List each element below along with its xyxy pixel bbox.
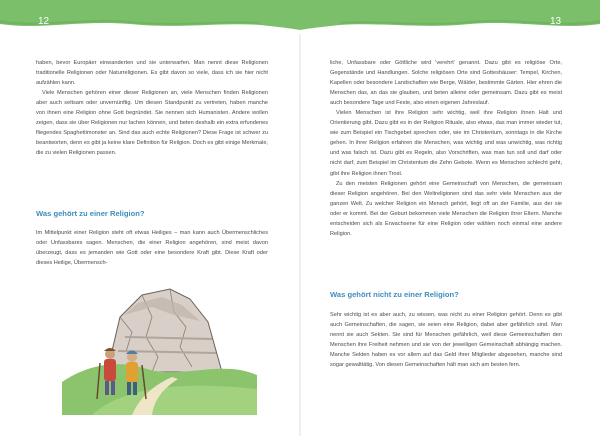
right-paragraph-3: Zu den meisten Religionen gehört eine Gemeinschaft von Menschen, die gemeinsam dieser Religion angehören. Bei den Weltreligionen sind das sehr viele Menschen aus der ganzen Welt. Zu welcher Religion ein Mensch gehört, liegt oft an der Familie, aus der sie oder er kommt. Bei der Geburt bekommen viele Menschen die Religion ihrer Eltern. Manche entscheiden sich als Erwachsene für eine Religion oder wählen noch einmal eine andere Religion.: [330, 180, 562, 237]
page-number-left: 12: [38, 16, 50, 27]
left-paragraph-2: Viele Menschen gehören einer dieser Religionen an, viele Menschen finden Religionen aber auch seltsam oder unvernünftig. Um diesen Standpunkt zu vertreten, haben manche von ihnen eine Religion ohne Gott begründet. Sie nennen sich Humanisten. Andere wollen zeigen, dass sie über Religionen nur lachen können, und beten deshalb ein extra erfundenes fliegendes Spaghettimonster an. Sind das auch echte Religionen? Diese Frage ist schwer zu beantworten, denn es gibt ja keine klare Definition für Religion. Doch es gibt einige Merkmale, die zu vielen Religionen passen.: [36, 90, 268, 157]
left-paragraph-1: haben, bevor Europäer einwanderten und sie unterwarfen. Man nennt diese Religionen traditionelle Religionen oder Naturreligionen. Es gibt davon so viele, dass ich sie hier nicht aufzählen kann.: [36, 60, 268, 87]
left-page-text-2: [36, 228, 268, 268]
pilgrims-at-mountain-illustration: [62, 277, 257, 415]
right-page-text: [330, 58, 562, 239]
mountain-illustration-icon: [62, 277, 257, 415]
right-page-text-2: [330, 310, 562, 370]
wave-header-graphic: [0, 0, 600, 34]
right-paragraph-1: liche, Unfassbare oder Göttliche wird 'verehrt' genannt. Dazu gibt es religiöse Orte, Gegenstände und Handlungen. Solche religiösen Orte sind Gotteshäuser: Tempel, Kirchen, Kapellen oder besondere Landschaften wie Berge, Wälder, bestimmte Gärten. Hier ehren die Menschen das, an das sie glauben, und beten alleine oder gemeinsam. Dazu gibt es meist auch besondere Tage und Feste, also einen eigenen Jahreslauf.: [330, 60, 562, 107]
right-paragraph-2: Vielen Menschen ist ihre Religion sehr wichtig, weil ihre Religion ihnen Halt und Orientierung gibt. Dazu gibt es in der Religion Rituale, also etwas, das man immer wieder tut, wie zum Beispiel ein Tischgebet sprechen oder, wie im Christentum, sonntags in die Kirche gehen. In ihrer Religion erfahren die Menschen, was wichtig und was unwichtig, was richtig und was falsch ist. Dazu gibt es Regeln, also Vorschriften, was man tun soll und darf oder nicht darf, zum Beispiel im Christentum die Zehn Gebote. Wenn es Menschen schlecht geht, gibt ihre Religion ihnen Trost.: [330, 110, 562, 177]
book-spine: [299, 34, 301, 436]
right-paragraph-4: Sehr wichtig ist es aber auch, zu wissen, was nicht zu einer Religion gehört. Denn es gibt auch Gemeinschaften, die sagen, sie seien eine Religion, dabei aber gefährlich sind. Man nennt sie auch Sekten. Sie sind für Menschen gefährlich, weil diese Gemeinschaften den Menschen ihre Freiheit nehmen und sie von der jeweiligen Gemeinschaft abhängig machen. Manche Sekten haben es vor allem auf das Geld ihrer Mitglieder abgesehen, manche sind sogar gewalttätig. Von diesen Gemeinschaften hält man sich am besten fern.: [330, 312, 562, 369]
top-band: [0, 0, 600, 34]
left-page-text: [36, 58, 268, 158]
left-section-heading: Was gehört zu einer Religion?: [36, 209, 145, 218]
right-section-heading: Was gehört nicht zu einer Religion?: [330, 290, 459, 299]
page-number-right: 13: [550, 16, 562, 27]
left-paragraph-3: Im Mittelpunkt einer Religion steht oft etwas Heiliges – man kann auch Übermenschliches oder Unfassbares sagen. Menschen, die einer Religion angehören, sind meist davon überzeugt, dass es jemanden wie Gott oder eine besondere Kraft gibt. Diese Kraft oder dieses Heilige, Übermensch-: [36, 230, 268, 267]
